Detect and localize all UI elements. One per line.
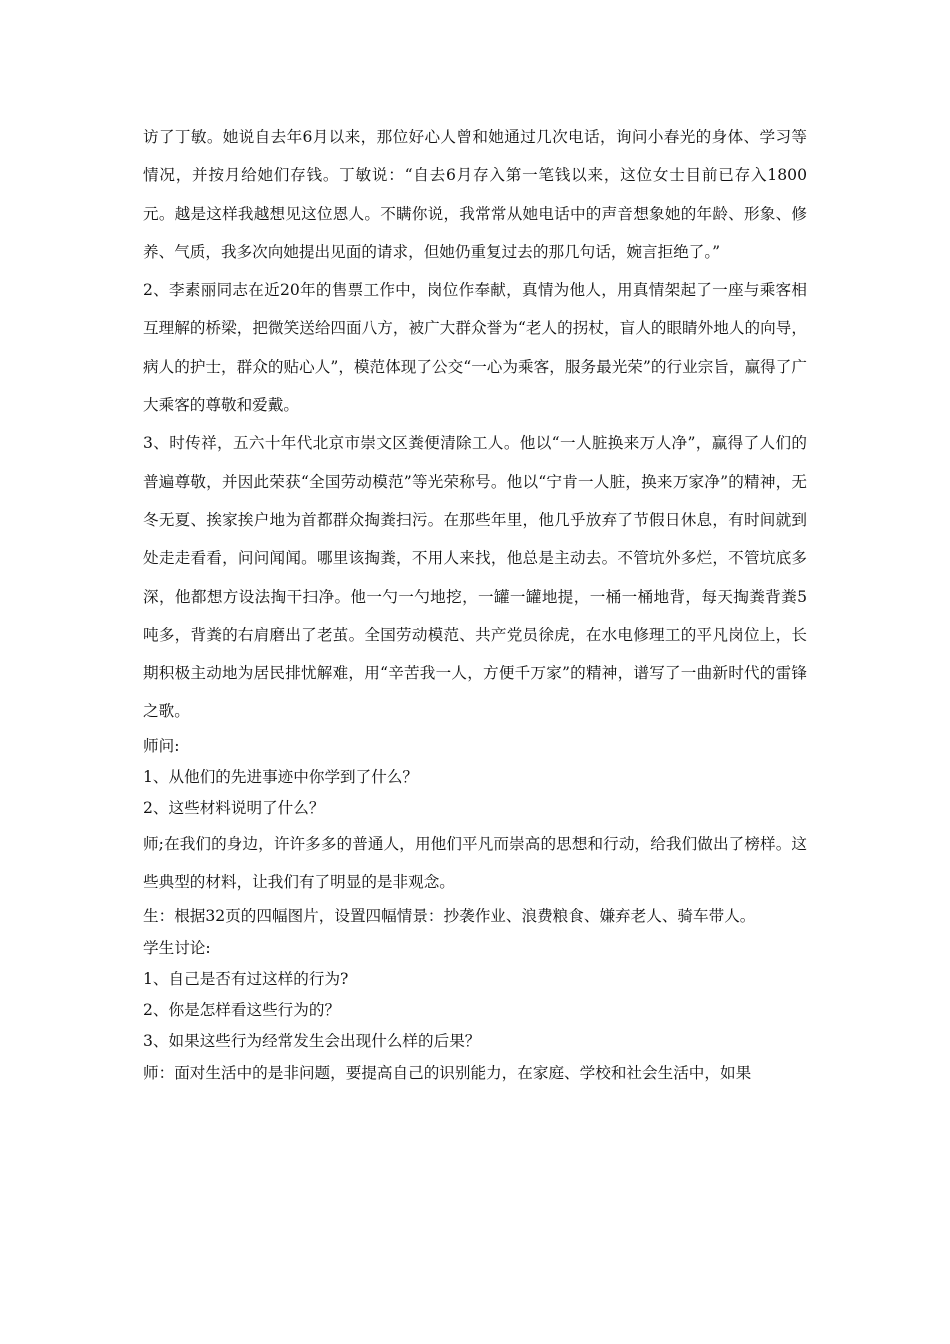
teacher-conclusion: 师：面对生活中的是非问题，要提高自己的识别能力，在家庭、学校和社会生活中，如果 — [143, 1063, 752, 1082]
document-body — [143, 118, 807, 1089]
discussion-item-2: 2、你是怎样看这些行为的？ — [143, 1001, 341, 1020]
discussion-item-3: 3、如果这些行为经常发生会出现什么样的后果？ — [143, 1032, 481, 1051]
discussion-item-1: 1、自己是否有过这样的行为? — [143, 969, 349, 988]
question-item-1: 1、从他们的先进事迹中你学到了什么？ — [143, 768, 419, 787]
question-item-2: 2、这些材料说明了什么？ — [143, 799, 325, 818]
teacher-summary: 师;在我们的身边，许许多多的普通人，用他们平凡而崇高的思想和行动，给我们做出了榜样。这些典型的材料，让我们有了明显的是非观念。 — [143, 834, 807, 891]
student-activity: 生：根据32页的四幅图片，设置四幅情景：抄袭作业、浪费粮食、嫌弃老人、骑车带人。 — [143, 907, 756, 926]
teacher-question-heading: 师问: — [143, 736, 180, 755]
student-discussion-heading: 学生讨论: — [143, 938, 211, 957]
paragraph-story-ding-min: 访了丁敏。她说自去年6月以来，那位好心人曾和她通过几次电话，询问小春光的身体、学习等情况，并按月给她们存钱。丁敏说：“自去6月存入第一笔钱以来，这位女士目前已存入1800元。越是这样我越想见这位恩人。不瞒你说，我常常从她电话中的声音想象她的年龄、形象、修养、气质，我多次向她提出见面的请求，但她仍重复过去的那几句话，婉言拒绝了。” — [143, 128, 807, 261]
paragraph-example-li-suli: 2、李素丽同志在近20年的售票工作中，岗位作奉献，真情为他人，用真情架起了一座与乘客相互理解的桥梁，把微笑送给四面八方，被广大群众誉为“老人的拐杖，盲人的眼睛外地人的向导，病人的护士，群众的贴心人”，模范体现了公交“一心为乘客，服务最光荣”的行业宗旨，赢得了广大乘客的尊敬和爱戴。 — [143, 281, 807, 415]
paragraph-example-shi-chuanxiang: 3、时传祥，五六十年代北京市崇文区粪便清除工人。他以“一人脏换来万人净”，赢得了人们的普遍尊敬，并因此荣获“全国劳动模范”等光荣称号。他以“宁肯一人脏，换来万家净”的精神，无冬无夏、挨家挨户地为首都群众掏粪扫污。在那些年里，他几乎放弃了节假日休息，有时间就到处走走看看，问问闻闻。哪里该掏粪，不用人来找，他总是主动去。不管坑外多烂，不管坑底多深，他都想方设法掏干扫净。他一勺一勺地挖，一罐一罐地提，一桶一桶地背，每天掏粪背粪5吨多，背粪的右肩磨出了老茧。全国劳动模范、共产党员徐虎，在水电修理工的平凡岗位上，长期积极主动地为居民排忧解难，用“辛苦我一人，方便千万家”的精神，谱写了一曲新时代的雷锋之歌。 — [143, 434, 807, 721]
